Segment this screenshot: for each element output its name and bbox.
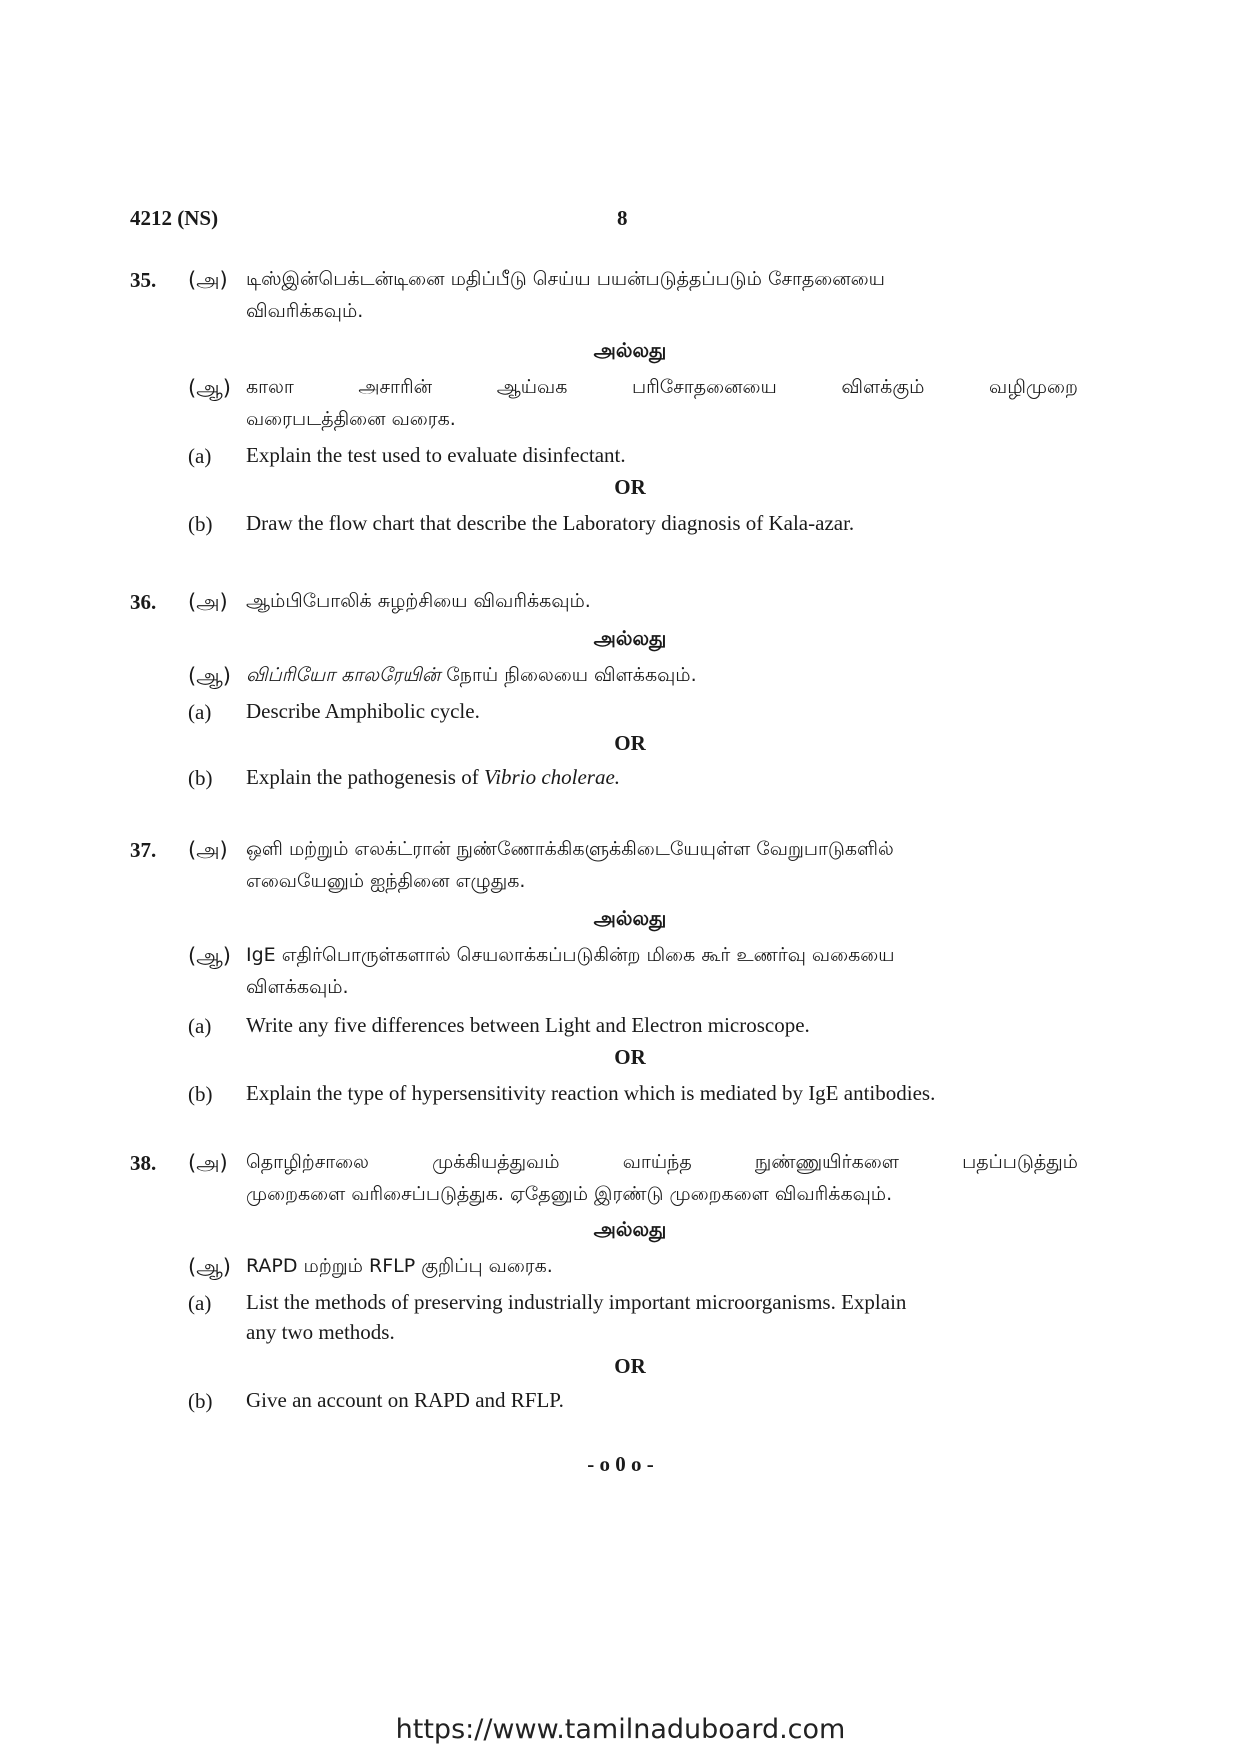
option-a-ta-label: (அ) [188,590,228,614]
option-a-ta-text-cont: விவரிக்கவும். [246,300,364,322]
or-ta: அல்லது [593,338,667,362]
option-b-ta-text [246,660,697,690]
or-en: OR [614,475,646,499]
option-b-ta-text: IgE எதிர்பொருள்களால் செயலாக்கப்படுகின்ற மிகை கூர் உணர்வு வகையை [246,944,895,966]
option-a-ta-text: ஆம்பிபோலிக் சுழற்சியை விவரிக்கவும். [246,590,591,612]
option-b-label: (b) [188,766,213,790]
species-name-ta: விப்ரியோ காலரேயின் [246,664,441,686]
option-a-label: (a) [188,1014,212,1038]
question-number: 38. [130,1151,157,1175]
option-a-ta-label: (அ) [188,268,228,292]
word: விளக்கும் [841,376,925,398]
paper-code: 4212 (NS) [130,206,219,230]
option-b-ta-text-cont: விளக்கவும். [246,976,349,998]
end-of-paper-mark: - o 0 o - [587,1452,654,1476]
option-b-ta-text [246,372,1078,402]
question-number: 36. [130,590,157,614]
option-a-ta-text-cont: முறைகளை வரிசைப்படுத்துக. ஏதேனும் இரண்டு முறைகளை விவரிக்கவும். [246,1183,893,1205]
option-a-ta-label: (அ) [188,838,228,862]
option-a-ta-label: (அ) [188,1151,228,1175]
option-b-en-text: Draw the flow chart that describe the Laboratory diagnosis of Kala-azar. [246,511,855,535]
option-a-en-text: Explain the test used to evaluate disinfectant. [246,443,626,467]
word: அசாரின் [358,376,433,398]
option-a-label: (a) [188,700,212,724]
option-b-ta-label: (ஆ) [188,376,231,400]
option-b-ta-label: (ஆ) [188,944,231,968]
option-a-en-text: Describe Amphibolic cycle. [246,699,480,723]
word: பரிசோதனையை [631,376,777,398]
word: பதப்படுத்தும் [962,1151,1078,1173]
question-number: 35. [130,268,157,292]
option-b-ta-rest: நோய் நிலையை விளக்கவும். [440,664,697,686]
question-number: 37. [130,838,157,862]
option-b-ta-label: (ஆ) [188,664,231,688]
footer-url: https://www.tamilnaduboard.com [395,1714,846,1745]
option-b-ta-text-cont: வரைபடத்தினை வரைக. [246,408,456,430]
word: நுண்ணுயிர்களை [754,1151,899,1173]
option-b-ta-text: RAPD மற்றும் RFLP குறிப்பு வரைக. [246,1255,553,1277]
option-a-en-text: Write any five differences between Light and Electron microscope. [246,1013,810,1037]
option-a-en-text: List the methods of preserving industrially important microorganisms. Explain [246,1290,907,1314]
option-a-ta-text [246,1147,1078,1177]
option-a-label: (a) [188,1291,212,1315]
option-b-label: (b) [188,512,213,536]
word: காலா [246,376,294,398]
option-a-label: (a) [188,444,212,468]
word: வழிமுறை [989,376,1078,398]
page-number: 8 [617,206,628,230]
word: முக்கியத்துவம் [432,1151,560,1173]
word: தொழிற்சாலை [246,1151,369,1173]
option-b-en-text [246,762,620,792]
option-a-ta-text-cont: எவையேனும் ஐந்தினை எழுதுக. [246,870,526,892]
option-a-en-text-cont: any two methods. [246,1320,395,1344]
option-b-label: (b) [188,1082,213,1106]
species-name: Vibrio cholerae. [483,765,621,789]
option-b-label: (b) [188,1389,213,1413]
or-en: OR [614,1045,646,1069]
word: ஆய்வக [496,376,568,398]
word: வாய்ந்த [622,1151,692,1173]
option-b-en-text: Explain the type of hypersensitivity reaction which is mediated by IgE antibodies. [246,1081,936,1105]
or-en: OR [614,1354,646,1378]
option-b-ta-label: (ஆ) [188,1255,231,1279]
option-a-ta-text: டிஸ்இன்பெக்டன்டினை மதிப்பீடு செய்ய பயன்படுத்தப்படும் சோதனையை [246,268,885,290]
page-header [130,206,1130,236]
or-ta: அல்லது [593,906,667,930]
option-a-ta-text: ஒளி மற்றும் எலக்ட்ரான் நுண்ணோக்கிகளுக்கிடையேயுள்ள வேறுபாடுகளில் [246,838,894,860]
or-en: OR [614,731,646,755]
or-ta: அல்லது [593,1217,667,1241]
option-b-en-pre: Explain the pathogenesis of [246,765,484,789]
option-b-en-text: Give an account on RAPD and RFLP. [246,1388,564,1412]
or-ta: அல்லது [593,626,667,650]
